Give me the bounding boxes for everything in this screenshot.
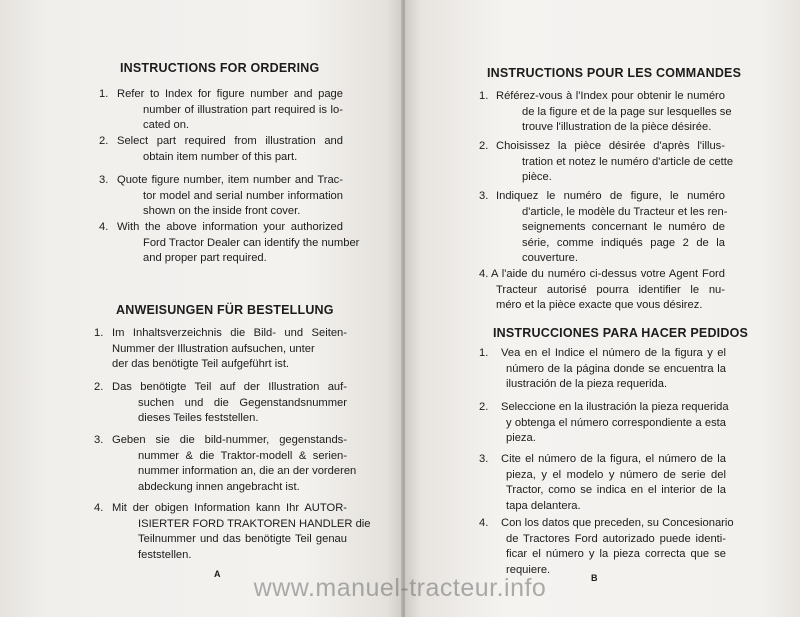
item-number: 2.	[94, 381, 104, 393]
list-item-de-2: 2. Das benötigte Teil auf der Illustration auf- suchen und die Gegenstandsnummer dieses Teiles feststellen.	[94, 381, 347, 425]
list-item-de-3: 3. Geben sie die bild-nummer, gegenstands- nummer & die Traktor-modell & serien- nummer information an, die an der vorderen abdeckung innen angebracht ist.	[94, 434, 357, 493]
item-number: 1.	[99, 88, 109, 100]
list-item-de-4: 4. Mit der obigen Information kann Ihr AUTOR- ISIERTER FORD TRAKTOREN HANDLER die Teilnummer und das benötigte Teil genau feststellen.	[94, 502, 371, 561]
list-item-en-4: 4. With the above information your authorized Ford Tractor Dealer can identify the number and proper part required.	[99, 221, 360, 265]
list-item-en-2: 2. Select part required from illustration and obtain item number of this part.	[99, 135, 343, 163]
item-number: 1.	[479, 347, 489, 359]
item-number: 1.	[94, 327, 104, 339]
item-number: 3.	[99, 174, 109, 186]
item-number: 1.	[479, 90, 489, 102]
right-page	[405, 0, 800, 617]
page-letter-b: B	[591, 573, 598, 583]
list-item-fr-4: 4. A l'aide du numéro ci-dessus votre Agent Ford Tracteur autorisé pourra identifier le nu- méro et la pièce exacte que vous désirez.	[479, 268, 725, 312]
item-number: 2.	[479, 140, 489, 152]
page-letter-a: A	[214, 569, 221, 579]
list-item-fr-3: 3. Indiquez le numéro de figure, le numéro d'article, le modèle du Tracteur et les ren- seignements concernant le numéro de série, comme indiqués page 2 de la couverture.	[479, 190, 728, 265]
list-item-de-1: 1. Im Inhaltsverzeichnis die Bild- und Seiten- Nummer der Illustration aufsuchen, unter der das benötigte Teil aufgeführt ist.	[94, 327, 347, 371]
item-number: 4.	[479, 268, 489, 280]
item-number: 4.	[99, 221, 109, 233]
list-item-fr-2: 2. Choisissez la pièce désirée d'après l'illus- tration et notez le numéro d'article de cette pièce.	[479, 140, 734, 184]
item-number: 3.	[479, 190, 489, 202]
item-number: 2.	[479, 401, 489, 413]
list-item-es-1: 1. Vea en el Indice el número de la figura y el número de la página donde se encuentra la ilustración de la pieza requerida.	[479, 347, 726, 391]
item-number: 4.	[479, 517, 489, 529]
site-watermark: www.manuel-tracteur.info	[253, 574, 547, 602]
heading-es: INSTRUCCIONES PARA HACER PEDIDOS	[493, 326, 749, 340]
item-number: 3.	[94, 434, 104, 446]
list-item-en-1: 1. Refer to Index for figure number and page number of illustration part required is lo- cated on.	[99, 88, 343, 132]
list-item-en-3: 3. Quote figure number, item number and Trac- tor model and serial number information shown on the inside front cover.	[99, 174, 343, 218]
list-item-es-4: 4. Con los datos que preceden, su Concesionario de Tractores Ford autorizado puede identi- ficar el número y la pieza correcta que se requiere.	[479, 517, 734, 576]
list-item-es-2: 2. Seleccione en la ilustración la pieza requerida y obtenga el número correspondiente a esta pieza.	[479, 401, 729, 445]
item-number: 4.	[94, 502, 104, 514]
list-item-es-3: 3. Cite el número de la figura, el número de la pieza, y el modelo y número de serie del Tractor, como se indica en el interior de la tapa delantera.	[479, 453, 726, 512]
item-number: 2.	[99, 135, 109, 147]
item-number: 3.	[479, 453, 489, 465]
heading-en: INSTRUCTIONS FOR ORDERING	[120, 61, 320, 75]
heading-de: ANWEISUNGEN FÜR BESTELLUNG	[116, 303, 334, 317]
heading-fr: INSTRUCTIONS POUR LES COMMANDES	[487, 66, 742, 80]
list-item-fr-1: 1. Référez-vous à l'Index pour obtenir le numéro de la figure et de la page sur lesquelles se trouve l'illustration de la pièce désirée.	[479, 90, 732, 134]
